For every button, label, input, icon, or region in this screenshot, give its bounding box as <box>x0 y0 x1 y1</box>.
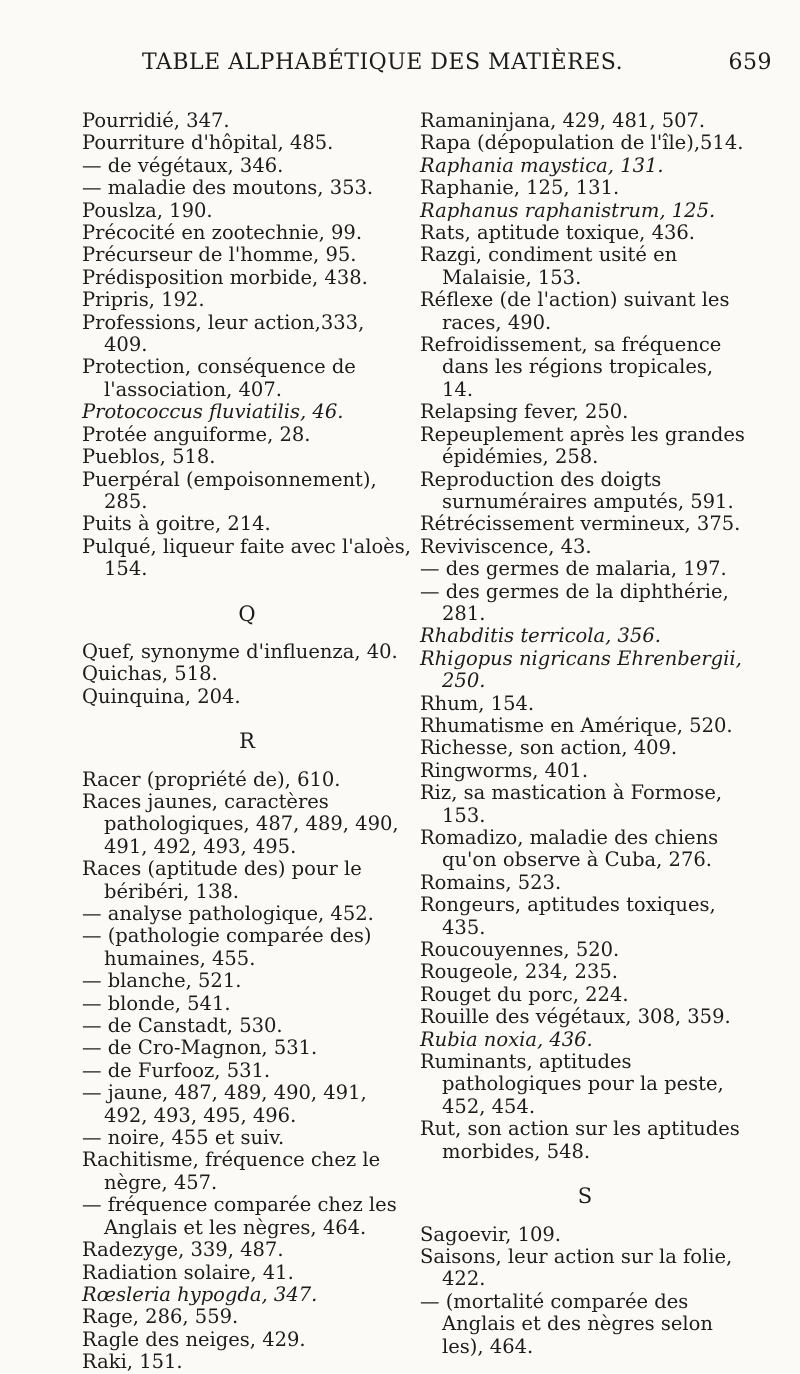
index-entry: Quichas, 518. <box>82 662 218 686</box>
index-entry: Quef, synonyme d'influenza, 40. <box>82 639 398 663</box>
index-entry: Précocité en zootechnie, 99. <box>82 221 363 245</box>
index-entry: Rœsleria hypogda, 347. <box>82 1282 318 1306</box>
index-entry: Ramaninjana, 429, 481, 507. <box>420 109 706 132</box>
index-entry: — noire, 455 et suiv. <box>82 1126 285 1150</box>
index-entry: — jaune, 487, 489, 490, 491, 492, 493, 495, 496. <box>82 1081 367 1127</box>
index-entry: Races (aptitude des) pour le béribéri, 138. <box>82 857 362 903</box>
index-entry: Raphanus raphanistrum, 125. <box>420 198 716 222</box>
index-entry: Reproduction des doigts surnuméraires amputés, 591. <box>420 467 734 513</box>
index-entry: Richesse, son action, 409. <box>420 736 678 760</box>
index-entry: Rougeole, 234, 235. <box>420 960 618 984</box>
index-entry: — (pathologie comparée des) humaines, 455. <box>82 924 372 970</box>
index-entry: Radiation solaire, 41. <box>82 1260 294 1284</box>
left-column <box>82 110 412 1374</box>
index-entry: Rage, 286, 559. <box>82 1305 239 1329</box>
index-entry: Rut, son action sur les aptitudes morbides, 548. <box>420 1117 740 1163</box>
index-entry: Rétrécissement vermineux, 375. <box>420 512 741 536</box>
index-entry: Repeuplement après les grandes épidémies, 258. <box>420 422 745 469</box>
index-entry: Refroidissement, sa fréquence dans les régions tropicales, 14. <box>420 333 722 401</box>
index-entry: Rhum, 154. <box>420 691 535 715</box>
index-entry: Quinquina, 204. <box>82 684 241 708</box>
index-entry: — (mortalité comparée des Anglais et des nègres selon les), 464. <box>420 1289 713 1358</box>
section-letter: R <box>239 729 255 754</box>
index-entry: — des germes de la diphthérie, 281. <box>420 579 729 625</box>
index-entry: Rubia noxia, 436. <box>420 1027 593 1051</box>
index-entry: Razgi, condiment usité en Malaisie, 153. <box>420 243 678 289</box>
page-header <box>82 50 772 80</box>
index-entry: Romains, 523. <box>420 870 562 894</box>
index-entry: Pouslza, 190. <box>82 198 213 222</box>
index-entry: Puits à goitre, 214. <box>82 512 271 536</box>
index-entry: Professions, leur action,333, 409. <box>82 310 365 357</box>
index-entry: — de Canstadt, 530. <box>82 1014 283 1038</box>
index-entry: — de Furfooz, 531. <box>82 1058 271 1082</box>
index-entry: — de végétaux, 346. <box>82 153 284 177</box>
index-entry: Riz, sa mastication à Formose, 153. <box>420 781 723 827</box>
index-entry: Raphania maystica, 131. <box>420 153 664 177</box>
index-entry: Races jaunes, caractères pathologiques, 487, 489, 490, 491, 492, 493, 495. <box>82 789 399 858</box>
index-entry: Ringworms, 401. <box>420 758 589 782</box>
section-letter: Q <box>238 601 256 626</box>
index-entry: Radezyge, 339, 487. <box>82 1238 284 1262</box>
index-entry: Rapa (dépopulation de l'île),514. <box>420 131 744 155</box>
index-entry: Raki, 151. <box>82 1350 183 1374</box>
index-entry: — blanche, 521. <box>82 969 242 993</box>
section-letter: S <box>577 1184 593 1209</box>
index-entry: Romadizo, maladie des chiens qu'on observe à Cuba, 276. <box>420 826 719 872</box>
index-entry: Réflexe (de l'action) suivant les races, 490. <box>420 288 730 334</box>
index-entry: Protée anguiforme, 28. <box>82 422 311 446</box>
index-entry: Saisons, leur action sur la folie, 422. <box>420 1244 733 1291</box>
index-entry: Ragle des neiges, 429. <box>82 1327 306 1351</box>
index-entry: Pripris, 192. <box>82 288 205 312</box>
running-title: TABLE ALPHABÉTIQUE DES MATIÈRES. <box>142 50 624 75</box>
right-column <box>420 110 750 1358</box>
index-entry: Relapsing fever, 250. <box>420 400 629 424</box>
index-entry: — blonde, 541. <box>82 991 231 1015</box>
index-entry: — fréquence comparée chez les Anglais et les nègres, 464. <box>82 1193 397 1239</box>
index-entry: — analyse pathologique, 452. <box>82 902 374 925</box>
index-entry: Rongeurs, aptitudes toxiques, 435. <box>420 893 716 939</box>
index-entry: Sagoevir, 109. <box>420 1222 561 1246</box>
index-entry: Protection, conséquence de l'association, 407. <box>82 355 356 401</box>
index-entry: — des germes de malaria, 197. <box>420 557 727 581</box>
index-entry: — maladie des moutons, 353. <box>82 176 374 200</box>
index-entry: Pulqué, liqueur faite avec l'aloès, 154. <box>82 534 411 581</box>
index-entry: Pourridié, 347. <box>82 109 230 132</box>
index-entry: Rhumatisme en Amérique, 520. <box>420 713 733 737</box>
index-entry: — de Cro-Magnon, 531. <box>82 1036 318 1060</box>
index-entry: Précurseur de l'homme, 95. <box>82 243 357 267</box>
index-entry: Roucouyennes, 520. <box>420 938 620 962</box>
index-entry: Pourriture d'hôpital, 485. <box>82 131 334 155</box>
index-entry: Rouille des végétaux, 308, 359. <box>420 1005 731 1029</box>
index-entry: Rats, aptitude toxique, 436. <box>420 221 695 245</box>
index-entry: Puerpéral (empoisonnement), 285. <box>82 467 377 513</box>
index-entry: Prédisposition morbide, 438. <box>82 265 368 289</box>
index-entry: Rhabditis terricola, 356. <box>420 624 661 648</box>
index-entry: Rhigopus nigricans Ehrenbergii, 250. <box>420 646 742 693</box>
index-entry: Ruminants, aptitudes pathologiques pour la peste, 452, 454. <box>420 1050 724 1118</box>
index-entry: Reviviscence, 43. <box>420 534 592 558</box>
index-entry: Racer (propriété de), 610. <box>82 767 341 791</box>
index-entry: Rouget du porc, 224. <box>420 982 629 1006</box>
index-entry: Rachitisme, fréquence chez le nègre, 457. <box>82 1148 381 1194</box>
page-number: 659 <box>728 50 772 75</box>
index-entry: Raphanie, 125, 131. <box>420 176 620 200</box>
index-entry: Pueblos, 518. <box>82 445 216 469</box>
index-entry: Protococcus fluviatilis, 46. <box>82 400 344 424</box>
